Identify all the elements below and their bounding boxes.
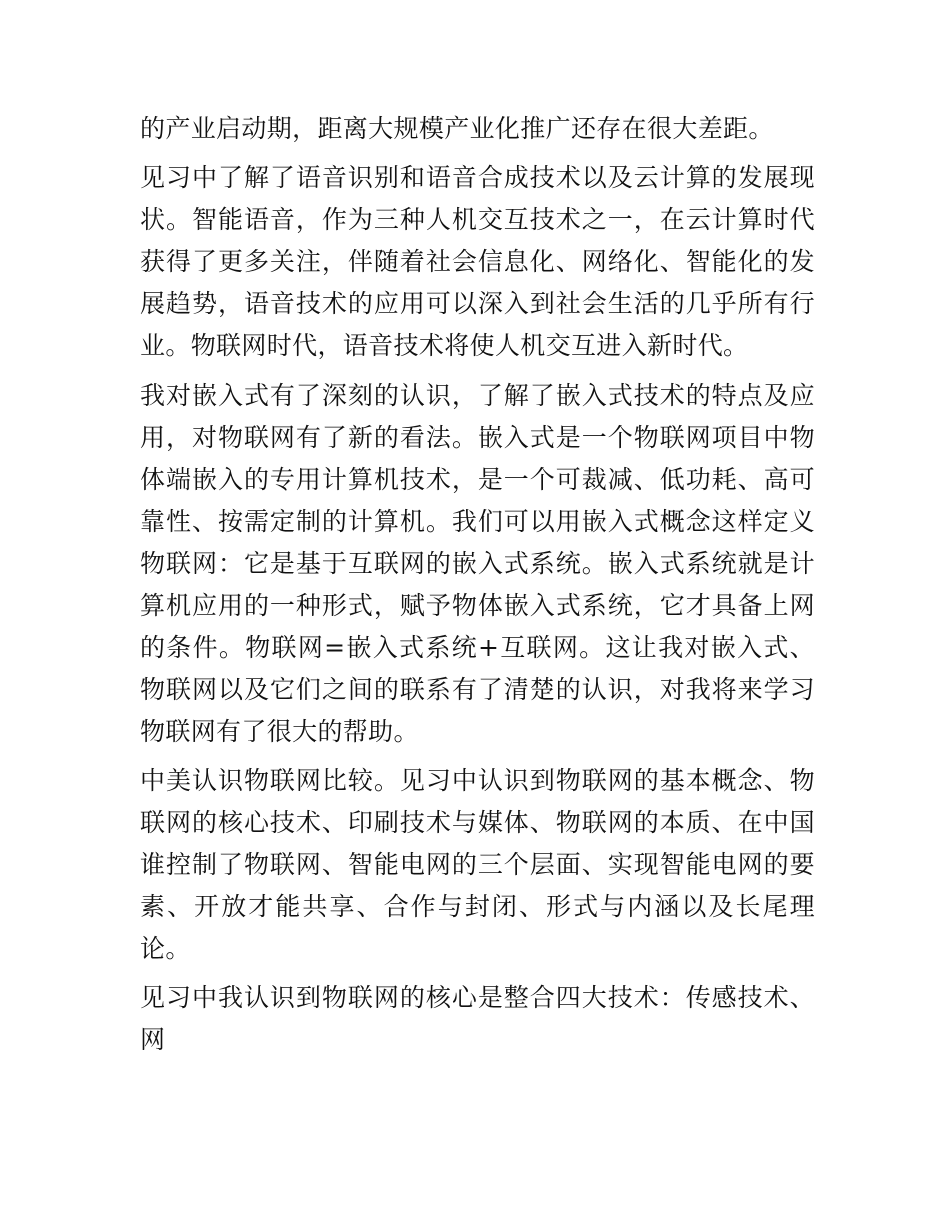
paragraph-core-technologies: 见习中我认识到物联网的核心是整合四大技术：传感技术、网 <box>140 983 815 1055</box>
paragraph-embedded-systems: 我对嵌入式有了深刻的认识，了解了嵌入式技术的特点及应用，对物联网有了新的看法。嵌入式是一个物联网项目中物体端嵌入的专用计算机技术，是一个可裁减、低功耗、高可靠性、按需定制的计算机。我们可以用嵌入式概念这样定义物联网：它是基于互联网的嵌入式系统。嵌入式系统就是计算机应用的一种形式，赋予物体嵌入式系统，它才具备上网的条件。物联网=嵌入式系统+互联网。这让我对嵌入式、物联网以及它们之间的联系有了清楚的认识，对我将来学习物联网有了很大的帮助。 <box>140 380 815 746</box>
paragraph-china-us-comparison: 中美认识物联网比较。见习中认识到物联网的基本概念、物联网的核心技术、印刷技术与媒体、物联网的本质、在中国谁控制了物联网、智能电网的三个层面、实现智能电网的要素、开放才能共享、合作与封闭、形式与内涵以及长尾理论。 <box>140 765 815 963</box>
document-page <box>140 108 815 1061</box>
paragraph-industry-stage: 的产业启动期，距离大规模产业化推广还存在很大差距。 <box>140 114 774 143</box>
paragraph-speech-technology: 见习中了解了语音识别和语音合成技术以及云计算的发展现状。智能语音，作为三种人机交互技术之一，在云计算时代获得了更多关注，伴随着社会信息化、网络化、智能化的发展趋势，语音技术的应用可以深入到社会生活的几乎所有行业。物联网时代，语音技术将使人机交互进入新时代。 <box>140 163 815 361</box>
